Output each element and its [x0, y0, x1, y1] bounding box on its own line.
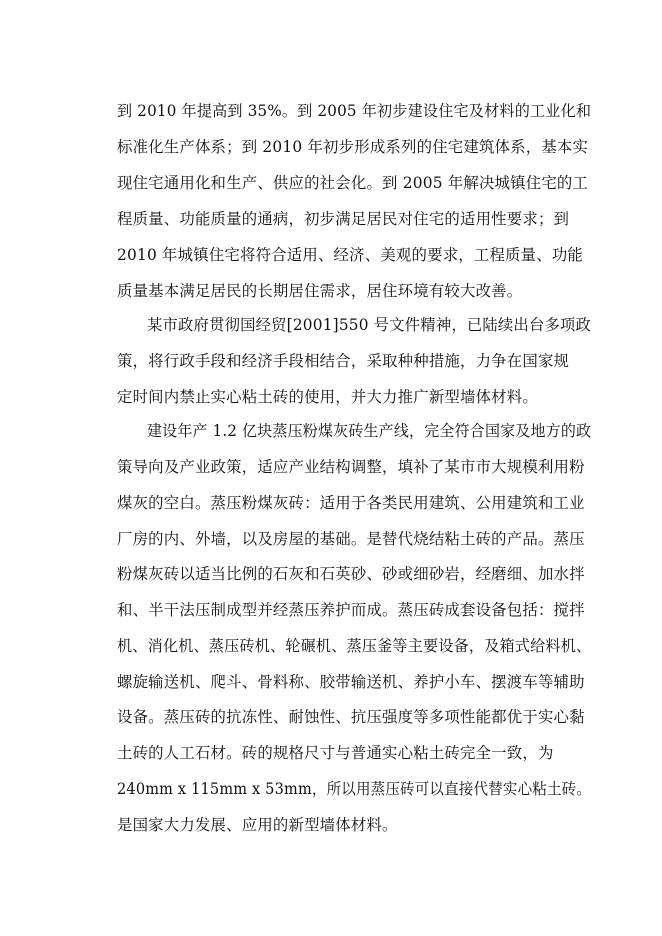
text-line: 建设年产 1.2 亿块蒸压粉煤灰砖生产线，完全符合国家及地方的政 — [147, 422, 592, 440]
text-line: 厂房的内、外墙，以及房屋的基础。是替代烧结粘土砖的产品。蒸压 — [117, 530, 585, 548]
text-line: 策导向及产业政策，适应产业结构调整，填补了某市市大规模利用粉 — [117, 458, 585, 476]
text-line: 240mm x 115mm x 53mm，所以用蒸压砖可以直接代替实心粘土砖。 — [117, 780, 592, 798]
text-line: 粉煤灰砖以适当比例的石灰和石英砂、砂或细砂岩，经磨细、加水拌 — [117, 565, 585, 583]
text-line: 到 2010 年提高到 35%。到 2005 年初步建设住宅及材料的工业化和 — [117, 102, 592, 120]
text-line: 设备。蒸压砖的抗冻性、耐蚀性、抗压强度等多项性能都优于实心黏 — [117, 708, 585, 726]
text-line: 机、消化机、蒸压砖机、轮碾机、蒸压釜等主要设备，及箱式给料机、 — [117, 637, 592, 655]
text-line: 2010 年城镇住宅将符合适用、经济、美观的要求，工程质量、功能 — [117, 246, 584, 264]
text-line: 质量基本满足居民的长期居住需求，居住环境有较大改善。 — [117, 282, 523, 300]
text-line: 定时间内禁止实心粘土砖的使用，并大力推广新型墙体材料。 — [117, 388, 538, 406]
text-line: 标准化生产体系；到 2010 年初步形成系列的住宅建筑体系，基本实 — [117, 138, 589, 156]
text-line: 现住宅通用化和生产、供应的社会化。到 2005 年解决城镇住宅的工 — [117, 174, 589, 192]
text-line: 煤灰的空白。蒸压粉煤灰砖：适用于各类民用建筑、公用建筑和工业 — [117, 494, 585, 512]
text-line: 土砖的人工石材。砖的规格尺寸与普通实心粘土砖完全一致，为 — [117, 744, 554, 762]
text-line: 某市政府贯彻国经贸[2001]550 号文件精神，已陆续出台多项政 — [147, 316, 592, 334]
text-line: 策，将行政手段和经济手段相结合，采取种种措施，力争在国家规 — [117, 352, 570, 370]
text-line: 螺旋输送机、爬斗、骨料称、胶带输送机、养护小车、摆渡车等辅助 — [117, 673, 585, 691]
text-line: 和、半干法压制成型并经蒸压养护而成。蒸压砖成套设备包括：搅拌 — [117, 601, 585, 619]
text-line: 程质量、功能质量的通病，初步满足居民对住宅的适用性要求；到 — [117, 210, 570, 228]
text-line: 是国家大力发展、应用的新型墙体材料。 — [117, 816, 398, 834]
